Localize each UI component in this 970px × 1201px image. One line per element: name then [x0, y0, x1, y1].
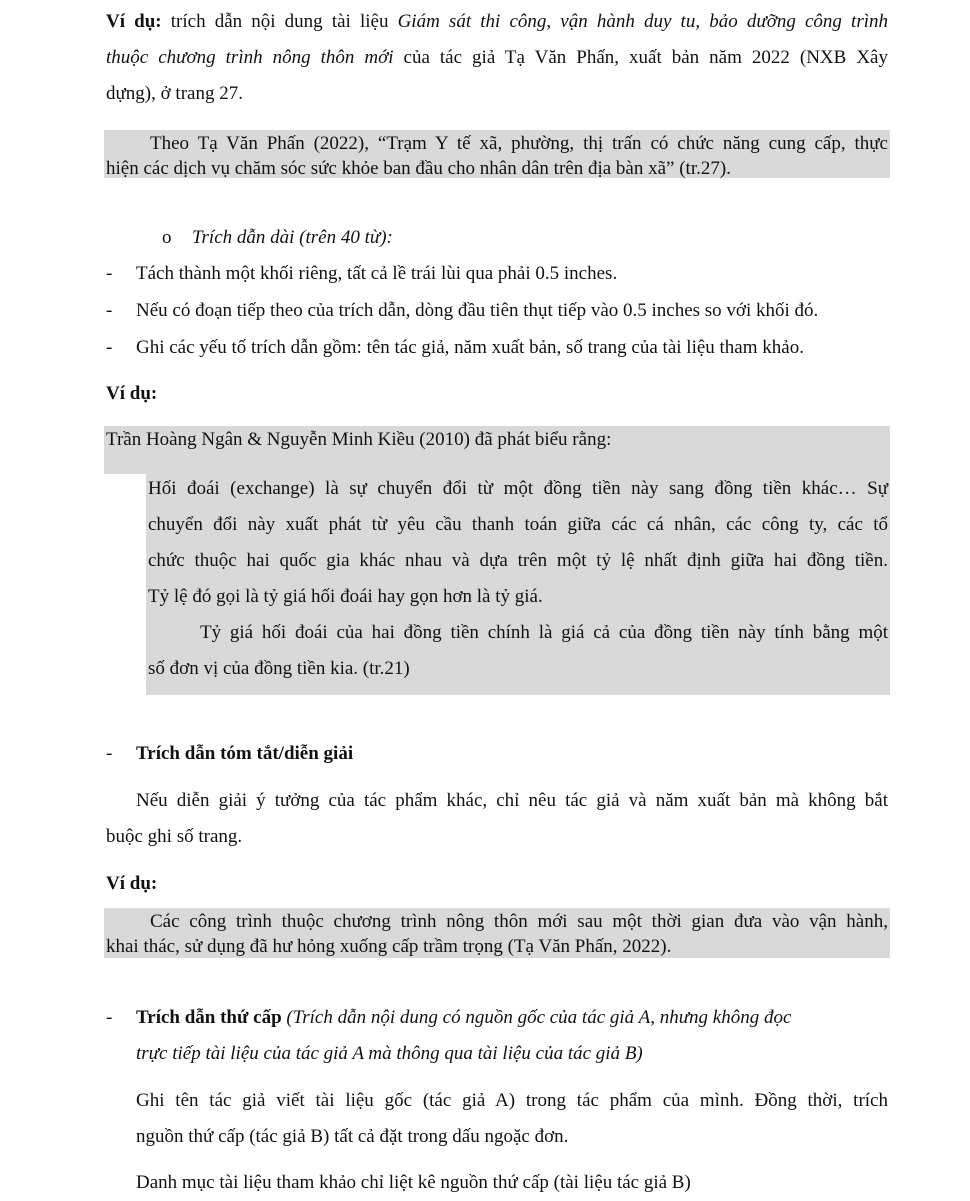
example-3-label: Ví dụ: — [106, 873, 158, 894]
secondary-heading: - Trích dẫn thứ cấp (Trích dẫn nội dung có nguồn gốc của tác giả A, nhưng không đọc trực tiếp tài liệu của tác giả A mà thông qua tài liệu của tác giả B) — [106, 1000, 888, 1072]
dash-bullet: - — [106, 1007, 113, 1028]
summary-paragraph: Nếu diễn giải ý tưởng của tác phẩm khác, chỉ nêu tác giả và năm xuất bản mà không bắt buộc ghi số trang. — [106, 790, 888, 847]
example-label: Ví dụ: — [106, 11, 162, 32]
document-page: Ví dụ: trích dẫn nội dung tài liệu Giám sát thi công, vận hành duy tu, bảo dưỡng công trình thuộc chương trình nông thôn mới của tác giả Tạ Văn Phấn, xuất bản năm 2022 (NXB Xây dựng), ở trang 27. Theo Tạ Văn Phấn (2022), “Trạm Y tế xã, phường, thị trấn có chức năng cung cấp, thực hiện các dịch vụ chăm sóc sức khỏe ban đầu cho nhân dân trên địa bàn xã” (tr.27). o Trích dẫn dài (trên 40 từ): - Tách thành một khối riêng, tất cả lề trái lùi qua phải 0.5 inches. - Nếu có đoạn tiếp theo của trích dẫn, dòng đầu tiên thụt tiếp vào 0.5 inches so với khối đó. - Ghi các yếu tố trích dẫn gồm: tên tác giả, năm xuất bản, số trang của tài liệu tham khảo. Ví dụ: Trần Hoàng Ngân & Nguyễn Minh Kiều (2010) đã phát biểu rằng: Hối đoái (exchange) là sự chuyển đổi từ một đồng tiền này sang đồng tiền khác… Sự chuyển đổi này xuất phát từ yêu cầu thanh toán giữa các cá nhân, các công ty, các tổ chức thuộc hai quốc gia khác nhau và dựa trên một tỷ lệ nhất định giữa hai đồng tiền. Tỷ lệ đó gọi là tỷ giá hối đoái hay gọn hơn là tỷ giá. Tỷ giá hối đoái của hai đồng tiền chính là giá cả của đồng tiền này tính bằng một số đơn vị của đồng tiền kia. (tr.21) - Trích dẫn tóm tắt/diễn giải Nếu diễn giải ý tưởng của tác phẩm khác, chỉ nêu tác giả và năm xuất bản mà không bắt buộc ghi số trang. Ví dụ: Các công trình thuộc chương trình nông thôn mới sau một thời gian đưa vào vận hành, khai thác, sử dụng đã hư hỏng xuống cấp trầm trọng (Tạ Văn Phấn, 2022). - Trích dẫn thứ cấp (Trích dẫn nội dung có nguồn gốc của tác giả A, nhưng không đọc trực tiếp tài liệu của tác giả A mà thông qua tài liệu của tác giả B) Ghi tên tác giả viết tài liệu gốc (tác giả A) trong tác phẩm của mình. Đồng thời, trích nguồn thứ cấp (tác giả B) tất cả đặt trong dấu ngoặc đơn. Danh mục tài liệu tham khảo chỉ liệt kê nguồn thứ cấp (tài liệu tác giả B) — [0, 0, 970, 1200]
example-1-line-1: Ví dụ: trích dẫn nội dung tài liệu Giám sát thi công, vận hành duy tu, bảo dưỡng công trình — [106, 11, 888, 32]
dash-bullet: - — [106, 337, 113, 358]
secondary-paragraph-2: Danh mục tài liệu tham khảo chỉ liệt kê nguồn thứ cấp (tài liệu tác giả B) — [136, 1172, 691, 1193]
dash-bullet: - — [106, 743, 113, 764]
example-1-line-3: dựng), ở trang 27. — [106, 83, 243, 104]
long-quote-heading: o Trích dẫn dài (trên 40 từ): — [162, 220, 393, 256]
example-2-label: Ví dụ: — [106, 383, 158, 404]
example-1-line-2: thuộc chương trình nông thôn mới của tác giả Tạ Văn Phấn, xuất bản năm 2022 (NXB Xây — [106, 47, 888, 68]
secondary-paragraph: Ghi tên tác giả viết tài liệu gốc (tác giả A) trong tác phẩm của mình. Đồng thời, trích nguồn thứ cấp (tác giả B) tất cả đặt trong dấu ngoặc đơn. — [136, 1090, 888, 1147]
book-title-cont: thuộc chương trình nông thôn mới — [106, 47, 394, 68]
dash-bullet: - — [106, 263, 113, 284]
summary-example-text: Các công trình thuộc chương trình nông thôn mới sau một thời gian đưa vào vận hành, khai thác, sử dụng đã hư hỏng xuống cấp trầm trọng (Tạ Văn Phấn, 2022). — [106, 911, 888, 957]
example-1-paragraph — [106, 4, 888, 112]
short-quote-text: Theo Tạ Văn Phấn (2022), “Trạm Y tế xã, phường, thị trấn có chức năng cung cấp, thực hiện các dịch vụ chăm sóc sức khỏe ban đầu cho nhân dân trên địa bàn xã” (tr.27). — [106, 133, 888, 179]
book-title: Giám sát thi công, vận hành duy tu, bảo dưỡng công trình — [397, 11, 888, 32]
long-quote-intro: Trần Hoàng Ngân & Nguyễn Minh Kiều (2010) đã phát biểu rằng: — [106, 429, 612, 450]
long-quote-text: Hối đoái (exchange) là sự chuyển đổi từ một đồng tiền này sang đồng tiền khác… Sự chuyển đổi này xuất phát từ yêu cầu thanh toán giữa các cá nhân, các công ty, các tổ chức thuộc hai quốc gia khác nhau và dựa trên một tỷ lệ nhất định giữa hai đồng tiền. Tỷ lệ đó gọi là tỷ giá hối đoái hay gọn hơn là tỷ giá. Tỷ giá hối đoái của hai đồng tiền chính là giá cả của đồng tiền này tính bằng một số đơn vị của đồng tiền kia. (tr.21) — [148, 478, 888, 679]
circle-bullet-icon: o — [162, 227, 172, 248]
dash-bullet: - — [106, 300, 113, 321]
